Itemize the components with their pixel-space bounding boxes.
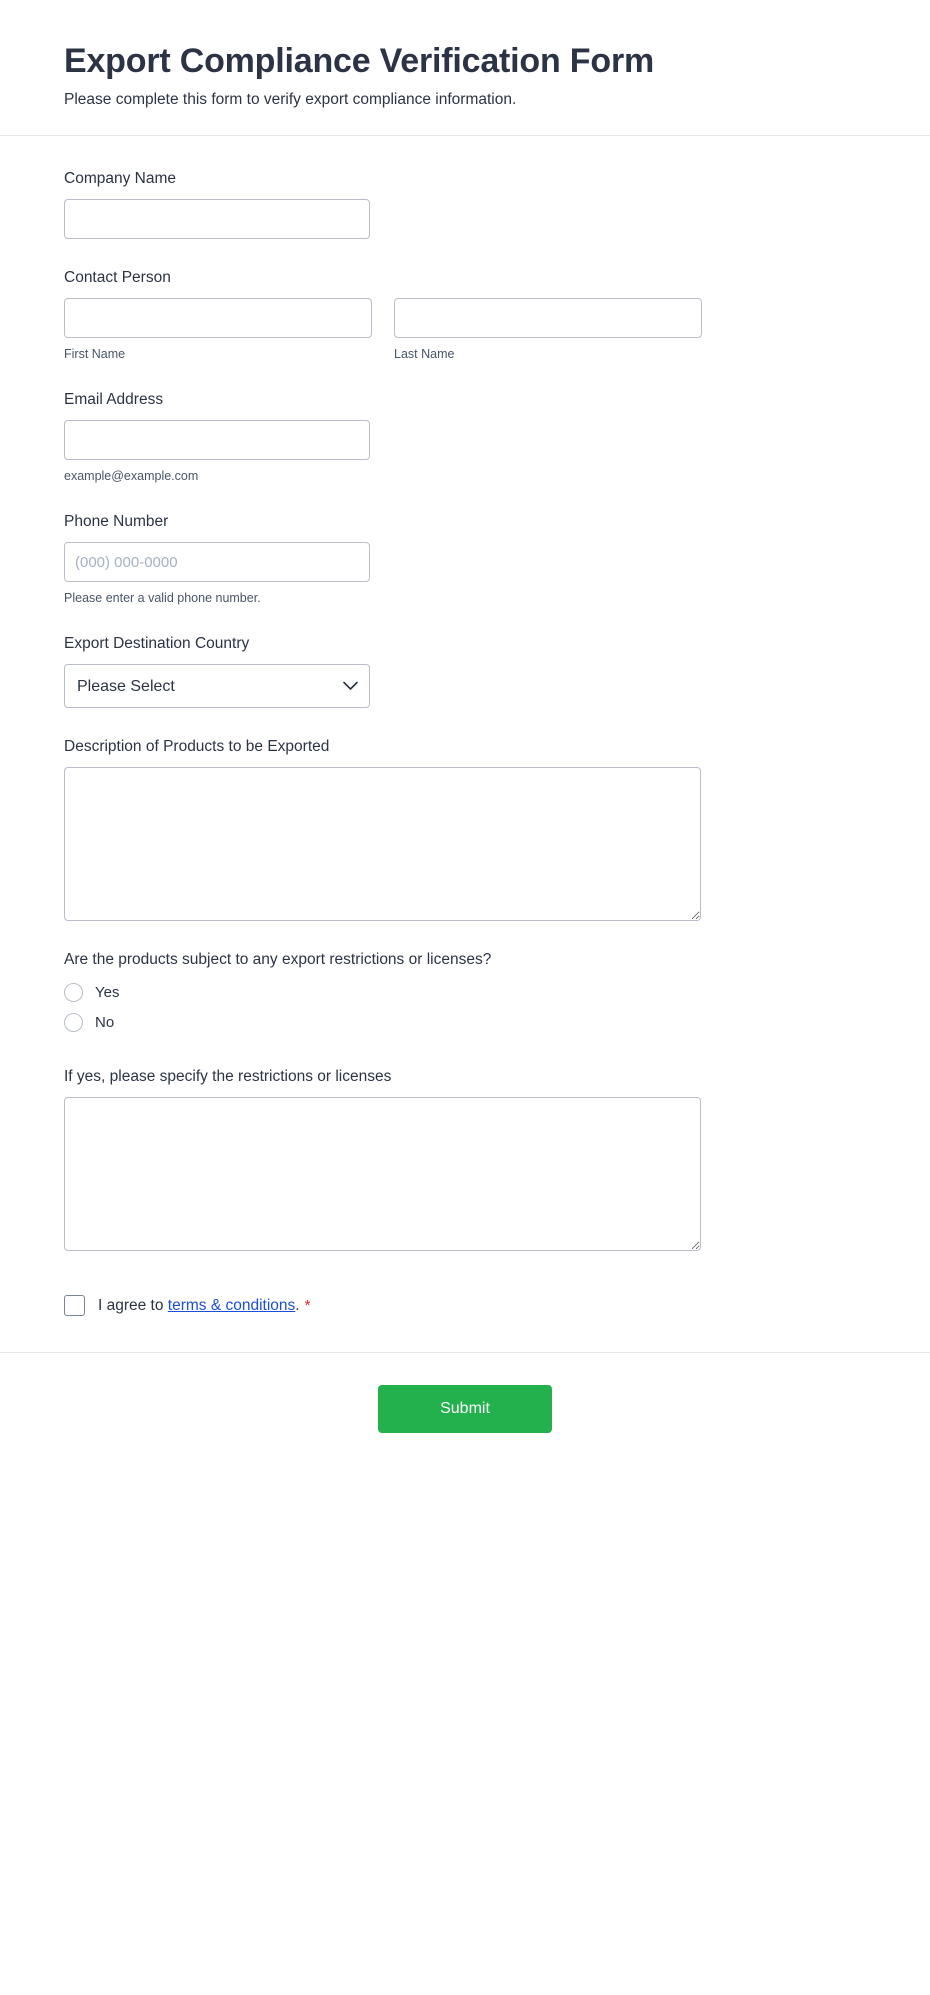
- destination-country-select-wrap: [64, 664, 370, 708]
- phone-label: Phone Number: [64, 513, 169, 530]
- phone-input[interactable]: [64, 542, 370, 582]
- field-phone-number: [64, 513, 866, 605]
- company-name-label: Company Name: [64, 170, 176, 187]
- last-name-sublabel: Last Name: [394, 347, 455, 361]
- email-input[interactable]: [64, 420, 370, 460]
- field-destination-country: [64, 635, 866, 708]
- last-name-group: [394, 298, 702, 361]
- form-footer: [0, 1352, 930, 1473]
- radio-label-yes: Yes: [95, 984, 120, 1001]
- field-company-name: [64, 170, 866, 239]
- consent-text-after: .: [295, 1296, 300, 1314]
- last-name-input[interactable]: [394, 298, 702, 338]
- first-name-input[interactable]: [64, 298, 372, 338]
- page-subtitle: Please complete this form to verify export compliance information.: [64, 91, 517, 108]
- contact-person-row: [64, 298, 866, 361]
- email-label: Email Address: [64, 391, 164, 408]
- contact-person-label: Contact Person: [64, 269, 171, 286]
- consent-checkbox[interactable]: [64, 1295, 85, 1316]
- required-indicator: *: [304, 1296, 311, 1314]
- radio-option-no[interactable]: [64, 1013, 866, 1032]
- field-restrictions-detail: [64, 1068, 866, 1251]
- page-title: Export Compliance Verification Form: [64, 42, 655, 80]
- first-name-group: [64, 298, 372, 361]
- submit-button[interactable]: Submit: [378, 1385, 552, 1433]
- company-name-input[interactable]: [64, 199, 370, 239]
- radio-circle-icon[interactable]: [64, 983, 83, 1002]
- restrictions-question-label: Are the products subject to any export restrictions or licenses?: [64, 951, 492, 968]
- radio-option-yes[interactable]: [64, 983, 866, 1002]
- email-hint: example@example.com: [64, 469, 199, 483]
- consent-row[interactable]: [64, 1295, 866, 1316]
- radio-label-no: No: [95, 1014, 115, 1031]
- phone-hint: Please enter a valid phone number.: [64, 591, 261, 605]
- first-name-sublabel: First Name: [64, 347, 126, 361]
- product-description-textarea[interactable]: [64, 767, 701, 921]
- radio-circle-icon[interactable]: [64, 1013, 83, 1032]
- destination-country-select[interactable]: [64, 664, 370, 708]
- form-header: [0, 0, 930, 136]
- consent-text: [98, 1297, 310, 1315]
- field-contact-person: [64, 269, 866, 361]
- destination-country-label: Export Destination Country: [64, 635, 250, 652]
- field-restrictions-question: [64, 951, 866, 1032]
- field-product-description: [64, 738, 866, 921]
- form-body: [0, 136, 930, 1352]
- consent-text-before: I agree to: [98, 1296, 168, 1314]
- field-email-address: [64, 391, 866, 483]
- restrictions-detail-label: If yes, please specify the restrictions or licenses: [64, 1068, 392, 1085]
- terms-and-conditions-link[interactable]: terms & conditions: [167, 1296, 296, 1314]
- product-description-label: Description of Products to be Exported: [64, 738, 330, 755]
- restrictions-detail-textarea[interactable]: [64, 1097, 701, 1251]
- restrictions-radio-group: [64, 983, 866, 1032]
